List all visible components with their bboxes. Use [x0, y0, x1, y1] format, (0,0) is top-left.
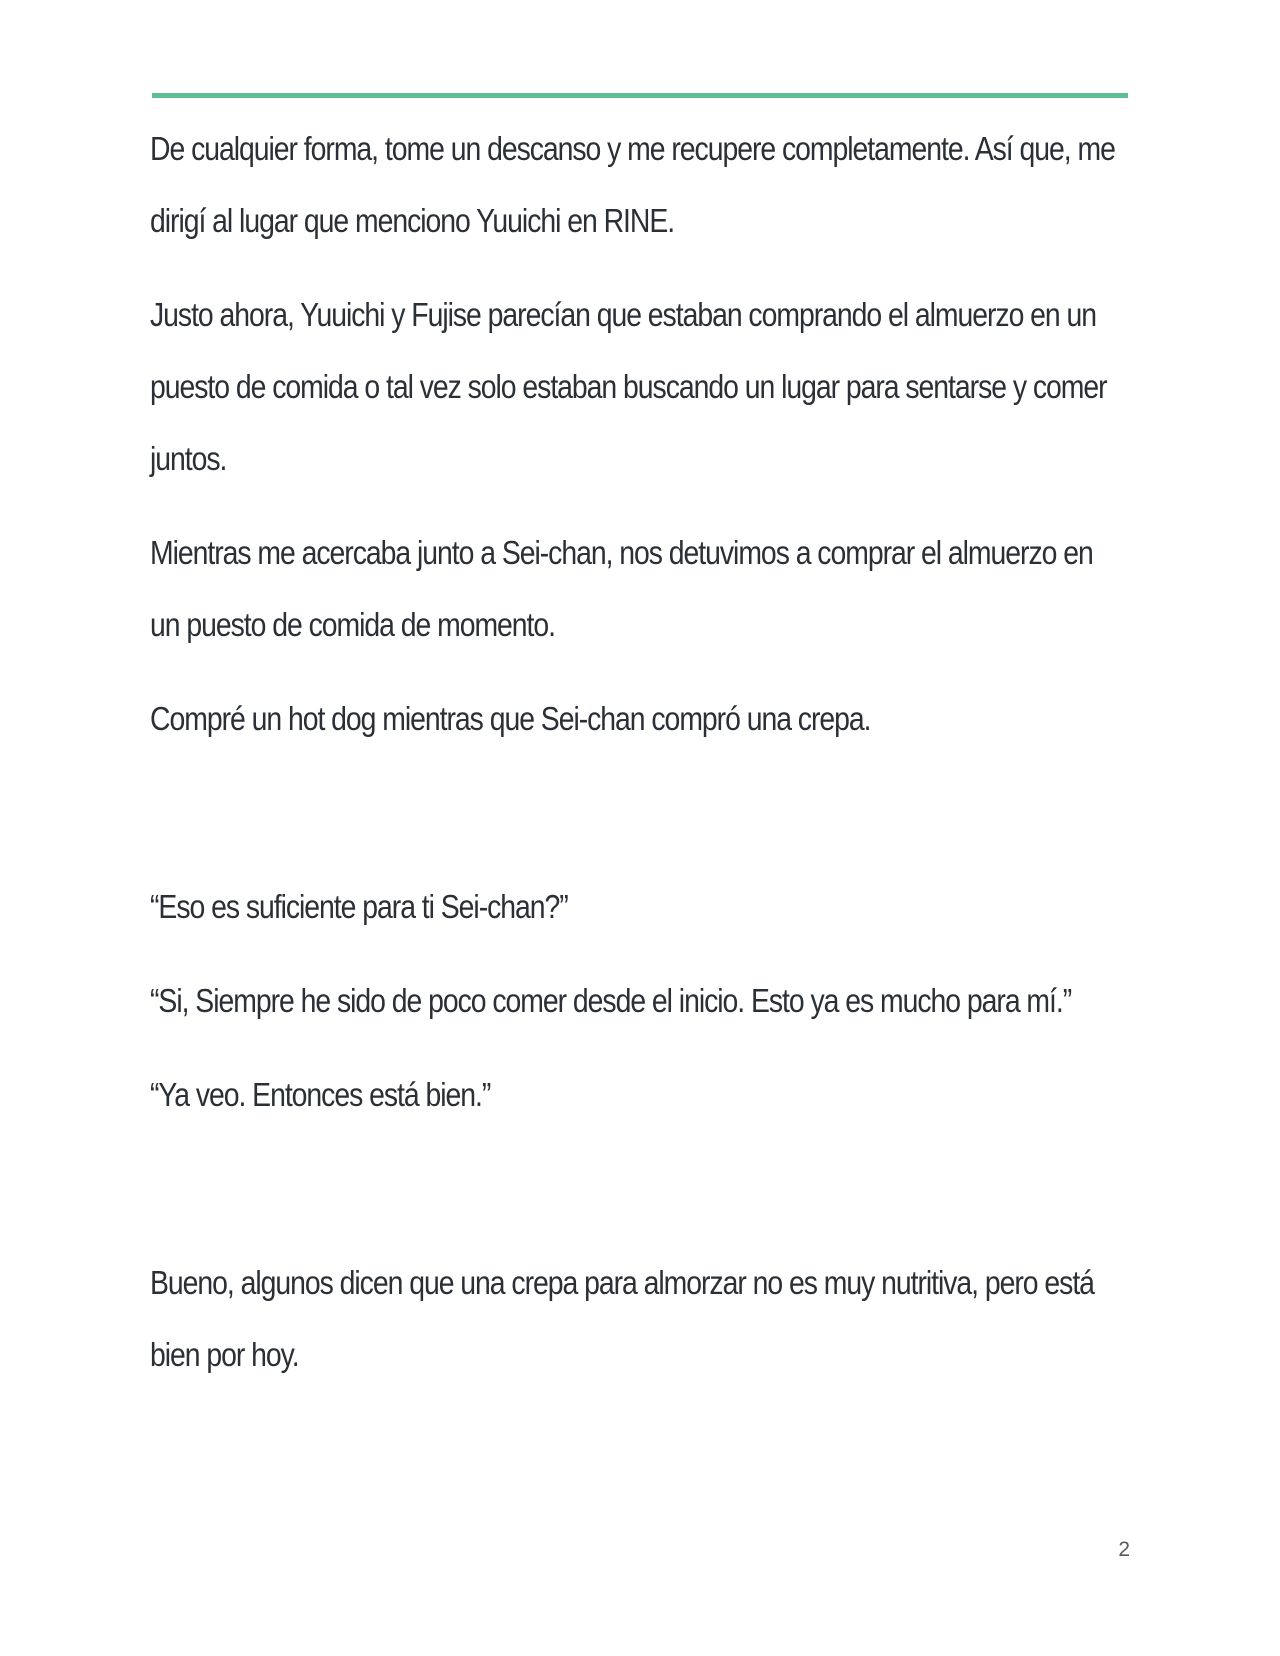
paragraph-4: Compré un hot dog mientras que Sei-chan compró una crepa.: [150, 700, 871, 737]
paragraph-2: Justo ahora, Yuuichi y Fujise parecían que estaban comprando el almuerzo en un puesto de comida o tal vez solo estaban buscando un lugar para sentarse y comer juntos.: [150, 296, 1107, 477]
section-break: [150, 777, 1125, 871]
dialogue-line-3: “Ya veo. Entonces está bien.”: [150, 1076, 491, 1113]
paragraph-1: De cualquier forma, tome un descanso y me recupere completamente. Así que, me dirigí al lugar que menciono Yuuichi en RINE.: [150, 130, 1115, 239]
page-number: 2: [1118, 1538, 1130, 1561]
paragraph-3: Mientras me acercaba junto a Sei-chan, nos detuvimos a comprar el almuerzo en un puesto de comida de momento.: [150, 534, 1093, 643]
dialogue-line-2: “Si, Siempre he sido de poco comer desde el inicio. Esto ya es mucho para mí.”: [150, 982, 1072, 1019]
paragraph-5: Bueno, algunos dicen que una crepa para almorzar no es muy nutritiva, pero está bien por hoy.: [150, 1264, 1094, 1373]
page-content: [150, 113, 1125, 1413]
dialogue-line-1: “Eso es suficiente para ti Sei-chan?”: [150, 888, 568, 925]
section-break: [150, 1153, 1125, 1247]
top-accent-rule: [152, 93, 1128, 98]
